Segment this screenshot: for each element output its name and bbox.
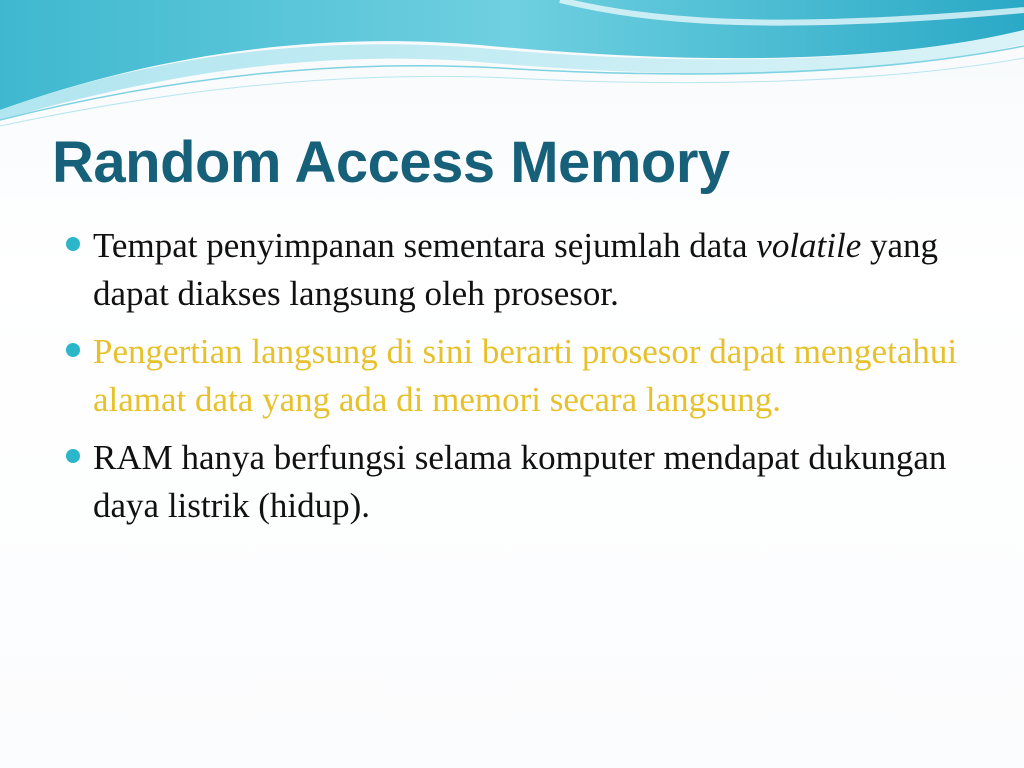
- bullet-dot-icon: [66, 343, 80, 357]
- bullet-italic-term: volatile: [756, 226, 862, 265]
- slide-title: Random Access Memory: [52, 130, 730, 195]
- bullet-item-highlighted: [64, 328, 984, 424]
- bullet-item: [64, 222, 984, 318]
- bullet-text: Pengertian langsung di sini berarti prosesor dapat mengetahui alamat data yang ada di memori secara langsung.: [93, 332, 958, 419]
- bullet-dot-icon: [66, 449, 80, 463]
- bullet-dot-icon: [66, 237, 80, 251]
- bullet-item: [64, 434, 984, 530]
- bullet-text: yang dapat diakses langsung oleh prosesor.: [93, 226, 939, 313]
- bullet-text: RAM hanya berfungsi selama komputer mendapat dukungan daya listrik (hidup).: [93, 438, 947, 525]
- header-wave-decoration: [0, 0, 1024, 140]
- bullet-text: Tempat penyimpanan sementara sejumlah data: [93, 226, 757, 265]
- bullet-list: [64, 222, 984, 540]
